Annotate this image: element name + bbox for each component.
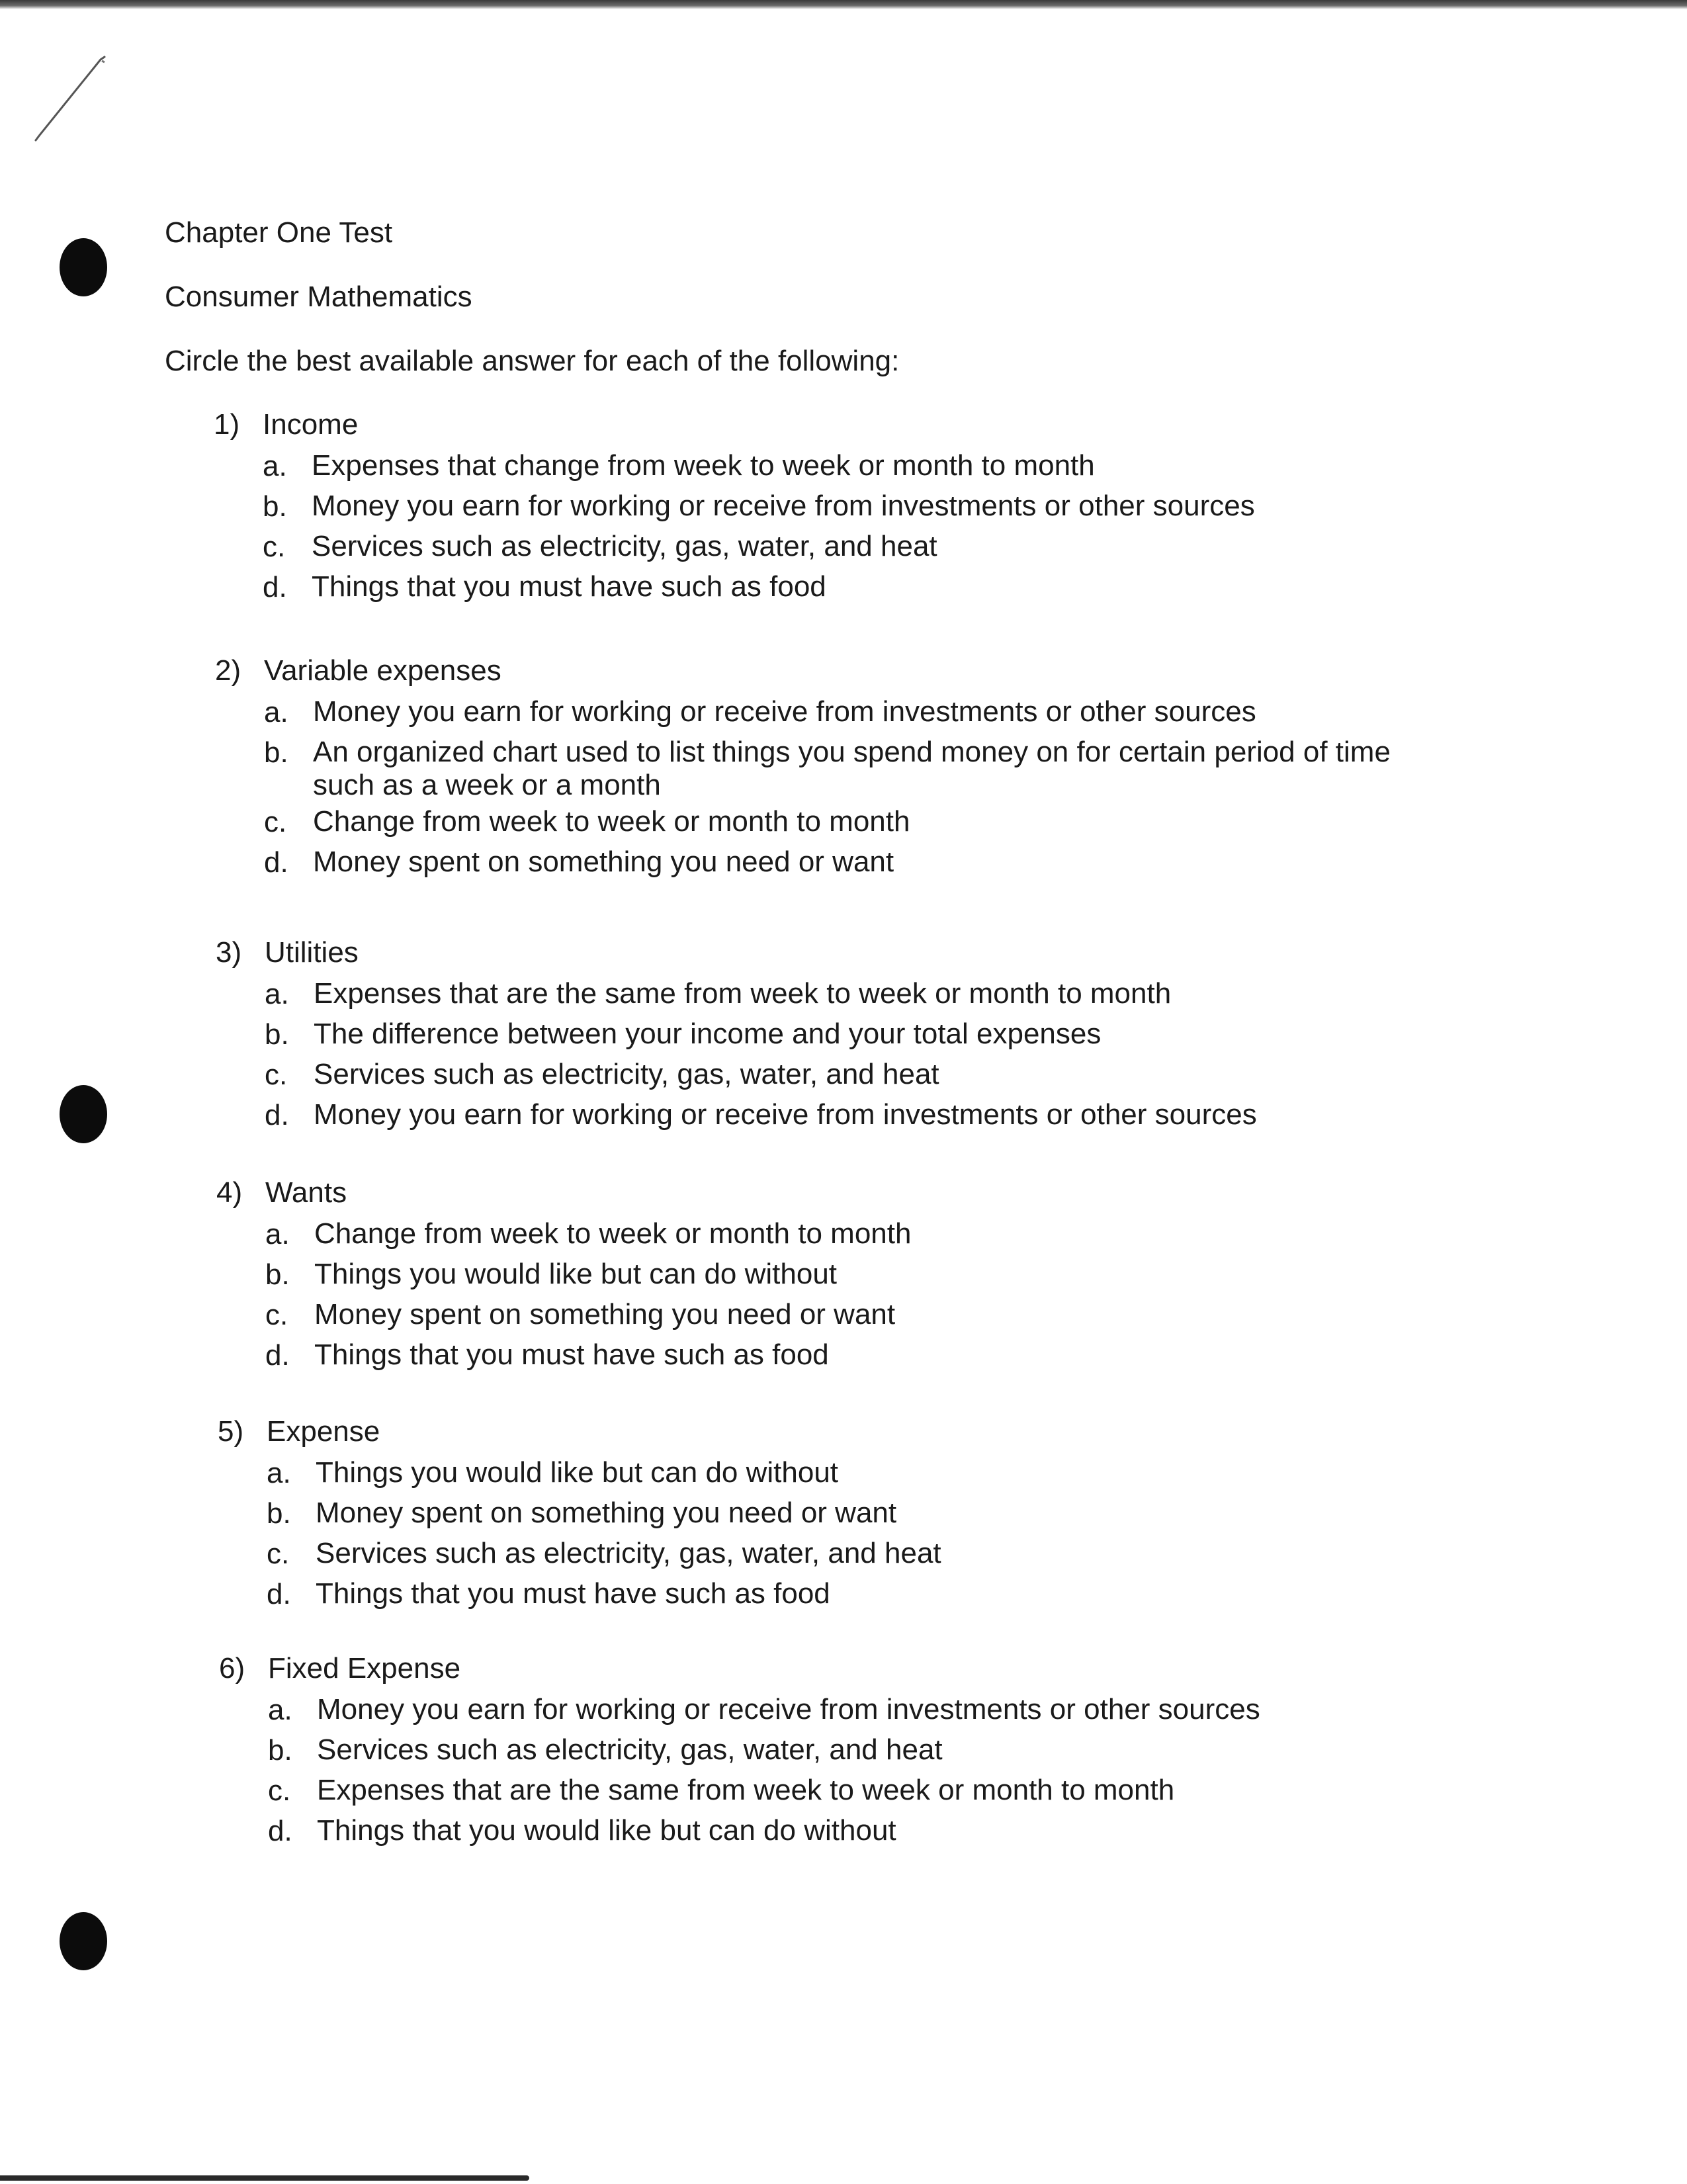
question-5	[218, 1413, 1673, 1614]
option-letter: b.	[263, 490, 287, 523]
question-prompt: Income	[263, 408, 359, 441]
answer-option-b[interactable]	[267, 1493, 1673, 1534]
question-prompt: Utilities	[265, 936, 359, 969]
option-text: The difference between your income and your total expenses	[314, 1018, 1102, 1050]
answer-option-b[interactable]	[264, 732, 1670, 802]
answer-option-a[interactable]	[264, 692, 1670, 732]
option-text: Things you would like but can do without	[316, 1456, 839, 1489]
answer-option-a[interactable]	[267, 1453, 1673, 1493]
option-text: Things that you must have such as food	[314, 1338, 829, 1371]
punch-hole-middle	[60, 1085, 107, 1143]
answer-option-d[interactable]	[264, 842, 1670, 883]
option-letter: d.	[265, 1099, 289, 1131]
answer-option-c[interactable]	[265, 1295, 1672, 1335]
question-prompt: Variable expenses	[264, 654, 501, 687]
option-text: Money you earn for working or receive from investments or other sources	[317, 1693, 1260, 1725]
option-text: Money spent on something you need or want	[313, 846, 894, 878]
answer-option-c[interactable]	[267, 1534, 1673, 1574]
subject-name: Consumer Mathematics	[165, 281, 472, 313]
answer-options	[264, 692, 1670, 883]
option-text: Money you earn for working or receive from investments or other sources	[313, 695, 1256, 728]
option-text: Things that you would like but can do without	[317, 1814, 896, 1847]
answer-options	[265, 1214, 1672, 1376]
question-3	[216, 934, 1671, 1135]
answer-options	[268, 1690, 1674, 1851]
option-text: Services such as electricity, gas, water, and heat	[312, 530, 937, 562]
instructions: Circle the best available answer for each of the following:	[165, 345, 900, 377]
answer-option-b[interactable]	[265, 1254, 1672, 1295]
answer-option-a[interactable]	[265, 974, 1671, 1014]
option-letter: d.	[264, 846, 288, 879]
option-text: Things that you must have such as food	[316, 1577, 830, 1610]
punch-hole-top	[60, 238, 107, 296]
answer-option-c[interactable]	[268, 1770, 1674, 1811]
question-4	[216, 1174, 1672, 1376]
option-letter: d.	[263, 571, 287, 603]
option-letter: c.	[268, 1774, 291, 1807]
option-letter: a.	[263, 450, 287, 482]
answer-option-d[interactable]	[268, 1811, 1674, 1851]
option-letter: c.	[263, 531, 286, 563]
answer-option-d[interactable]	[263, 567, 1669, 607]
question-prompt: Fixed Expense	[268, 1652, 461, 1684]
answer-option-d[interactable]	[267, 1574, 1673, 1614]
answer-options	[263, 446, 1669, 607]
scan-top-edge	[0, 0, 1687, 9]
option-text: Services such as electricity, gas, water, and heat	[314, 1058, 939, 1090]
option-letter: c.	[264, 806, 287, 838]
answer-option-c[interactable]	[264, 802, 1670, 842]
question-prompt: Expense	[267, 1415, 380, 1448]
option-letter: d.	[265, 1339, 290, 1372]
option-text: Money spent on something you need or want	[314, 1298, 896, 1331]
option-text: Change from week to week or month to month	[314, 1217, 912, 1250]
option-letter: a.	[267, 1457, 291, 1489]
option-letter: b.	[265, 1018, 289, 1051]
option-text: Money you earn for working or receive from investments or other sources	[312, 490, 1255, 522]
option-letter: b.	[264, 736, 288, 769]
answer-option-b[interactable]	[265, 1014, 1671, 1055]
option-text: Money you earn for working or receive from investments or other sources	[314, 1098, 1257, 1131]
option-text: Money spent on something you need or want	[316, 1497, 897, 1529]
option-letter: c.	[267, 1538, 290, 1570]
option-letter: c.	[265, 1059, 288, 1091]
answer-option-a[interactable]	[265, 1214, 1672, 1254]
option-text: Expenses that are the same from week to week or month to month	[314, 977, 1172, 1010]
question-6	[219, 1650, 1674, 1851]
option-letter: d.	[267, 1578, 291, 1610]
question-2	[215, 652, 1670, 883]
option-letter: c.	[265, 1299, 288, 1331]
answer-option-a[interactable]	[268, 1690, 1674, 1730]
option-text: Things that you must have such as food	[312, 570, 826, 603]
option-text: Change from week to week or month to month	[313, 805, 910, 838]
option-text: Expenses that are the same from week to week or month to month	[317, 1774, 1175, 1806]
option-letter: b.	[267, 1497, 291, 1530]
pencil-stroke-mark	[26, 53, 112, 146]
option-letter: a.	[268, 1694, 292, 1726]
answer-option-b[interactable]	[263, 486, 1669, 527]
test-title: Chapter One Test	[165, 216, 393, 249]
option-letter: a.	[265, 1218, 290, 1250]
option-text: An organized chart used to list things you spend money on for certain period of time such as a week or a month	[313, 736, 1391, 801]
question-number: 2)	[215, 654, 241, 687]
option-text: Services such as electricity, gas, water, and heat	[317, 1733, 943, 1766]
question-number: 6)	[219, 1652, 245, 1684]
answer-option-c[interactable]	[265, 1055, 1671, 1095]
scan-bottom-edge	[0, 2175, 529, 2181]
option-letter: d.	[268, 1815, 292, 1847]
answer-option-b[interactable]	[268, 1730, 1674, 1770]
punch-hole-bottom	[60, 1912, 107, 1970]
option-letter: b.	[265, 1258, 290, 1291]
question-prompt: Wants	[265, 1176, 347, 1209]
option-text: Things you would like but can do without	[314, 1258, 838, 1290]
option-letter: a.	[265, 978, 289, 1010]
answer-options	[267, 1453, 1673, 1614]
answer-option-d[interactable]	[265, 1095, 1671, 1135]
option-text: Services such as electricity, gas, water, and heat	[316, 1537, 941, 1569]
answer-option-c[interactable]	[263, 527, 1669, 567]
option-text: Expenses that change from week to week or month to month	[312, 449, 1095, 482]
answer-option-a[interactable]	[263, 446, 1669, 486]
question-number: 1)	[214, 408, 240, 441]
question-1	[214, 406, 1669, 607]
answer-options	[265, 974, 1671, 1135]
answer-option-d[interactable]	[265, 1335, 1672, 1376]
question-number: 4)	[216, 1176, 243, 1209]
option-letter: b.	[268, 1734, 292, 1767]
question-number: 3)	[216, 936, 242, 969]
question-number: 5)	[218, 1415, 244, 1448]
option-letter: a.	[264, 696, 288, 728]
